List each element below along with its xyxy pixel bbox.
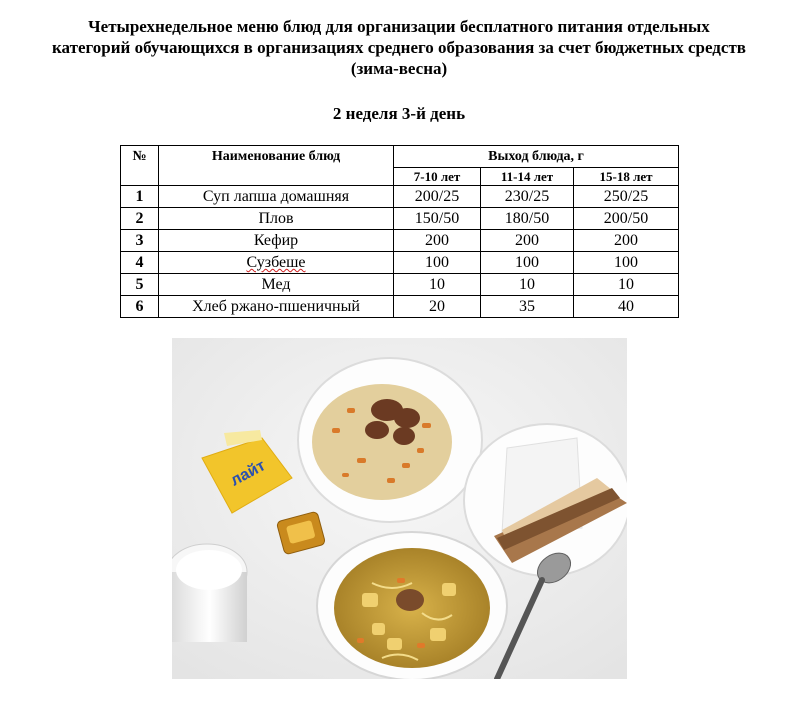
header-age-15-18: 15-18 лет [574,168,679,186]
table-row [121,230,679,252]
row-value: 150/50 [394,208,481,230]
table-row [121,186,679,208]
row-name: Плов [159,208,394,230]
row-name: Суп лапша домашняя [159,186,394,208]
document-title [0,16,798,79]
kefir-glass [172,544,247,642]
header-age-7-10: 7-10 лет [394,168,481,186]
row-value: 100 [394,252,481,274]
menu-table [120,145,679,318]
row-value: 35 [481,296,574,318]
table-header-row [121,146,679,168]
bread-plate [464,424,627,576]
title-line-3: (зима-весна) [350,59,448,78]
header-name: Наименование блюд [159,146,394,186]
row-num: 2 [121,208,159,230]
row-value: 10 [574,274,679,296]
row-num: 4 [121,252,159,274]
meal-photo-illustration [172,338,627,679]
row-value: 10 [481,274,574,296]
row-num: 5 [121,274,159,296]
meal-photo [172,338,627,679]
title-line-1: Четырехнедельное меню блюд для организации бесплатного питания отдельных [88,17,710,36]
header-yield: Выход блюда, г [394,146,679,168]
table-row [121,296,679,318]
row-value: 230/25 [481,186,574,208]
pilaf-plate [298,358,482,522]
week-day-heading: 2 неделя 3-й день [332,104,466,123]
row-value: 250/25 [574,186,679,208]
row-value: 10 [394,274,481,296]
row-value: 100 [481,252,574,274]
title-line-2: категорий обучающихся в организациях среднего образования за счет бюджетных средств [52,38,746,57]
soup-bowl [317,532,507,679]
spellcheck-underlined-name: Сузбеше [246,254,306,271]
row-value: 180/50 [481,208,574,230]
row-value: 20 [394,296,481,318]
table-row [121,274,679,296]
row-num: 3 [121,230,159,252]
header-age-11-14: 11-14 лет [481,168,574,186]
row-num: 1 [121,186,159,208]
row-name: Мед [159,274,394,296]
row-value: 200 [394,230,481,252]
table-row [121,252,679,274]
row-value: 40 [574,296,679,318]
row-value: 200/50 [574,208,679,230]
row-value: 100 [574,252,679,274]
package-brand-text: лайт [227,457,269,490]
row-name: Кефир [159,230,394,252]
row-num: 6 [121,296,159,318]
row-name: Хлеб ржано-пшеничный [159,296,394,318]
table-row [121,208,679,230]
header-num: № [121,146,159,186]
row-value: 200 [574,230,679,252]
row-value: 200/25 [394,186,481,208]
row-name [159,252,394,274]
row-value: 200 [481,230,574,252]
